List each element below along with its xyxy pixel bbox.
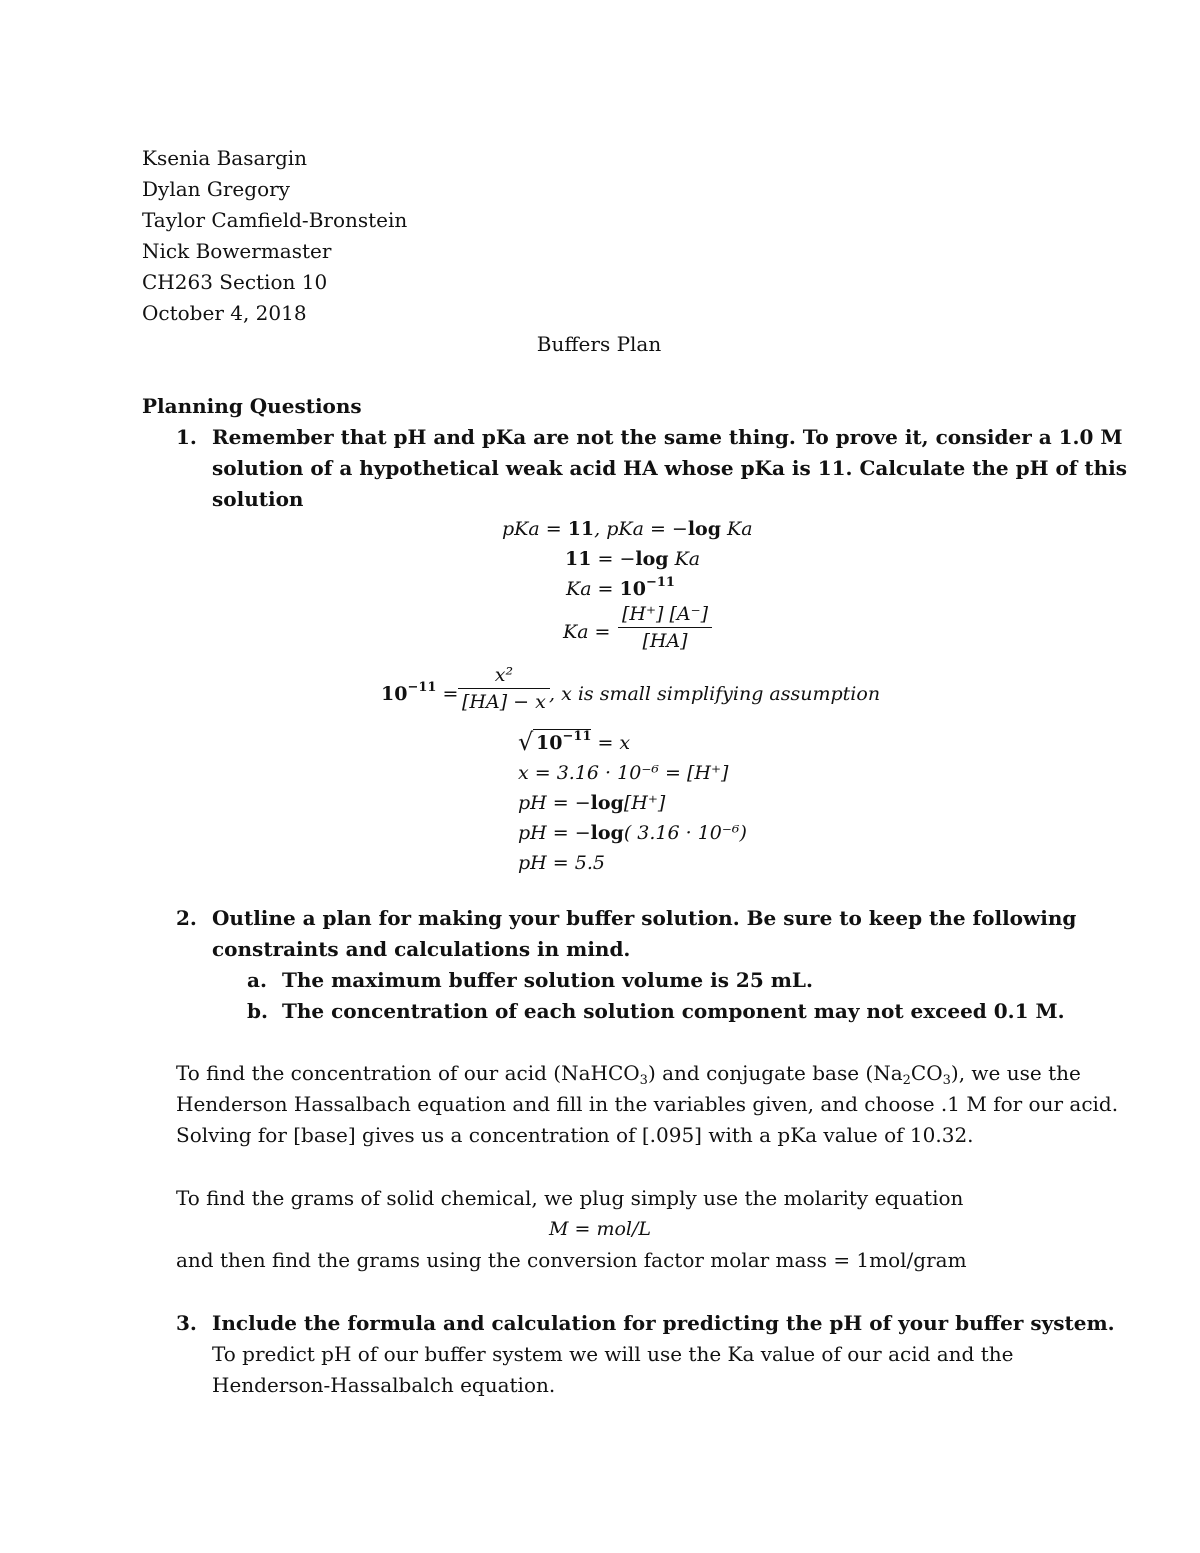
question-number: 2. xyxy=(176,906,197,930)
question-number: 3. xyxy=(176,1311,197,1335)
document-title: Buffers Plan xyxy=(536,332,662,356)
equation-line: , x is small simplifying assumption xyxy=(549,683,881,705)
sub-item-text: The maximum buffer solution volume is 25 mL. xyxy=(282,968,813,992)
section-heading: Planning Questions xyxy=(142,394,362,418)
author-name: Ksenia Basargin xyxy=(142,146,308,170)
question-2-text: Outline a plan for making your buffer solution. Be sure to keep the following xyxy=(212,906,1077,930)
question-3-text: Include the formula and calculation for predicting the pH of your buffer system. xyxy=(212,1311,1115,1335)
question-1-text: solution xyxy=(212,487,304,511)
equation-line: Ka = xyxy=(563,621,611,643)
author-name: Nick Bowermaster xyxy=(142,239,332,263)
equation-line: $Ka = 10^{-11}$ xyxy=(566,575,675,600)
equation-line: pH = 5.5 xyxy=(518,852,605,874)
equation-line: pH = −log[H⁺] xyxy=(518,792,666,814)
sub-item-label: b. xyxy=(247,999,268,1023)
question-1-text: solution of a hypothetical weak acid HA whose pKa is 11. Calculate the pH of this xyxy=(212,456,1127,480)
question-2-text: constraints and calculations in mind. xyxy=(212,937,631,961)
fraction: $\frac{[H^+] [A^-]}{[HA]}$ xyxy=(618,603,712,652)
answer-paragraph-line: Henderson Hassalbach equation and fill in the variables given, and choose .1 M for our acid. xyxy=(176,1092,1119,1116)
answer-paragraph-line: To predict pH of our buffer system we will use the Ka value of our acid and the xyxy=(212,1342,1014,1366)
fraction: $\frac{\text{x²}}{[HA] - x}$ xyxy=(458,664,550,713)
sqrt-icon: √ xyxy=(518,728,534,756)
question-number: 1. xyxy=(176,425,197,449)
equation-line: x = 3.16 · 10⁻⁶ = [H⁺] xyxy=(518,762,729,784)
author-name: Dylan Gregory xyxy=(142,177,290,201)
answer-paragraph-line: Solving for [base] gives us a concentration of [.095] with a pKa value of 10.32. xyxy=(176,1123,974,1147)
equation-line: pH = −log( 3.16 · 10⁻⁶) xyxy=(518,822,747,844)
document-date: October 4, 2018 xyxy=(142,301,307,325)
equation-line: $10^{-11} = x$ xyxy=(536,729,631,754)
question-1-text: Remember that pH and pKa are not the same thing. To prove it, consider a 1.0 M xyxy=(212,425,1123,449)
equation-line: 11 = −log Ka xyxy=(565,548,701,570)
sub-item-label: a. xyxy=(247,968,267,992)
answer-paragraph-line: and then find the grams using the conversion factor molar mass = 1mol/gram xyxy=(176,1248,967,1272)
author-name: Taylor Camfield-Bronstein xyxy=(142,208,408,232)
equation-line: $10^{-11}$ = xyxy=(381,680,459,705)
sub-item-text: The concentration of each solution component may not exceed 0.1 M. xyxy=(282,999,1065,1023)
equation-line: pKa = 11, pKa = −log Ka xyxy=(502,518,753,540)
answer-paragraph-line: Henderson-Hassalbalch equation. xyxy=(212,1373,556,1397)
course-section: CH263 Section 10 xyxy=(142,270,328,294)
molarity-equation: M = mol/L xyxy=(548,1218,651,1240)
answer-paragraph-line: To find the concentration of our acid (NaHCO$_3$) and conjugate base $(Na_2CO_3)$, we use the xyxy=(176,1061,1081,1088)
answer-paragraph-line: To find the grams of solid chemical, we plug simply use the molarity equation xyxy=(176,1186,964,1210)
